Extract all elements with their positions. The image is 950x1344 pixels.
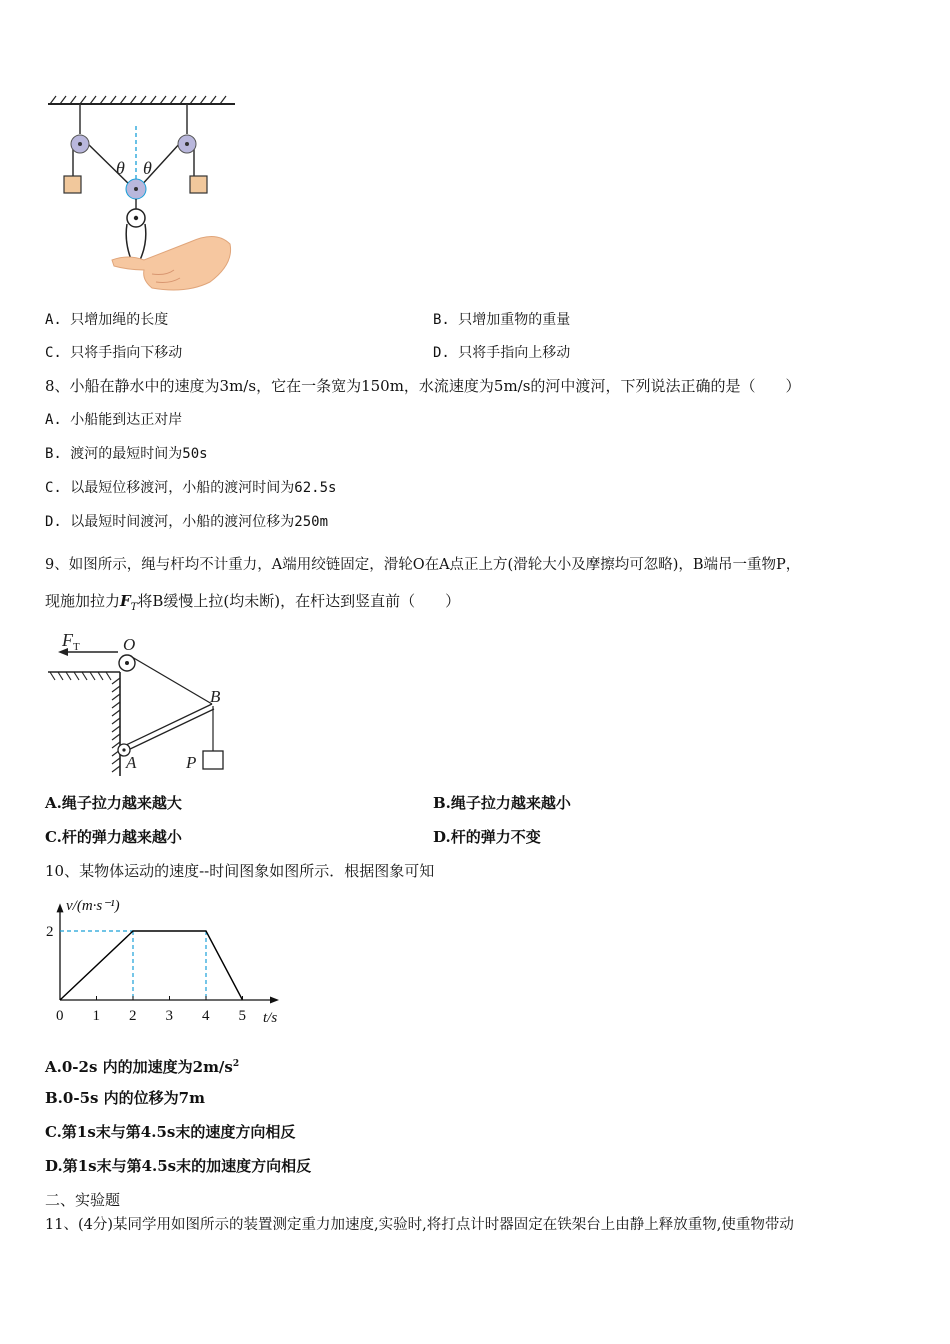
x-tick-label: 5 [238,1008,246,1024]
q8-option-d: D. 以最短时间渡河，小船的渡河位移为250m [45,514,328,530]
q7-option-b: B. 只增加重物的重量 [433,312,571,328]
q10-option-a-text: A.0-2s 内的加速度为2m/s [45,1058,233,1076]
q9-stem-part1: 现施加拉力 [45,592,121,610]
q7-pulley-figure [40,92,240,297]
q9-stem-line2 [45,591,460,618]
x-tick-label: 2 [129,1008,137,1024]
q8-option-b: B. 渡河的最短时间为50s [45,446,208,462]
q9-option-a: A.绳子拉力越来越大 [45,794,182,812]
q9-option-c: C.杆的弹力越来越小 [45,828,182,846]
q10-option-c: C.第1s末与第4.5s末的速度方向相反 [45,1123,296,1141]
section-heading: 二、实验题 [45,1191,121,1209]
q9-label-o: O [123,635,136,654]
q9-stem-line1: 9、如图所示，绳与杆均不计重力，A端用绞链固定，滑轮O在A点正上方(滑轮大小及摩擦均可忽略)，B端吊一重物P， [45,557,801,573]
q9-force-sub: T [130,602,138,613]
y-tick-label: 2 [46,924,54,940]
q7-theta-right: θ [143,158,152,178]
series-line [60,931,243,1000]
x-tick-label: 3 [165,1008,173,1024]
q8-stem: 8、小船在静水中的速度为3m/s，它在一条宽为150m，水流速度为5m/s的河中渡河，下列说法正确的是（ ） [45,377,801,395]
q9-label-f-sub: T [73,641,80,653]
q9-label-b: B [210,687,221,706]
y-axis-label: v/(m·s⁻¹) [66,898,120,914]
q9-option-d: D.杆的弹力不变 [433,828,541,846]
q9-label-f: F [62,630,73,650]
q7-theta-left: θ [116,158,125,178]
q10-option-b: B.0-5s 内的位移为7m [45,1089,205,1107]
y-axis-arrow [57,903,64,912]
q9-stem-part2: 将B缓慢上拉(均未断)，在杆达到竖直前（ ） [137,592,461,610]
q9-label-a: A [126,753,137,772]
x-tick-label: 0 [56,1008,64,1024]
q10-vt-chart [40,890,300,1026]
q10-option-a-sup: 2 [232,1059,240,1069]
q8-option-a: A. 小船能到达正对岸 [45,412,183,428]
q9-rod-figure [40,628,240,780]
x-axis-label: t/s [263,1010,278,1026]
q10-stem: 10、某物体运动的速度--时间图象如图所示．根据图象可知 [45,862,435,880]
q7-option-a: A. 只增加绳的长度 [45,312,169,328]
q8-option-c: C. 以最短位移渡河，小船的渡河时间为62.5s [45,480,337,496]
q9-option-b: B.绳子拉力越来越小 [433,794,571,812]
q10-option-a [45,1054,239,1077]
q9-force-symbol: F [120,592,131,610]
x-axis-arrow [270,997,279,1004]
q9-label-p: P [186,753,197,772]
q7-option-d: D. 只将手指向上移动 [433,345,571,361]
svg-text:FT [61,630,80,653]
q11-stem: 11、(4分)某同学用如图所示的装置测定重力加速度,实验时,将打点计时器固定在铁架台上由静上释放重物,使重物带动 [45,1217,794,1233]
q7-option-c: C. 只将手指向下移动 [45,345,183,361]
x-tick-label: 4 [202,1008,210,1024]
x-tick-label: 1 [92,1008,100,1024]
q10-option-d: D.第1s末与第4.5s末的加速度方向相反 [45,1157,312,1175]
